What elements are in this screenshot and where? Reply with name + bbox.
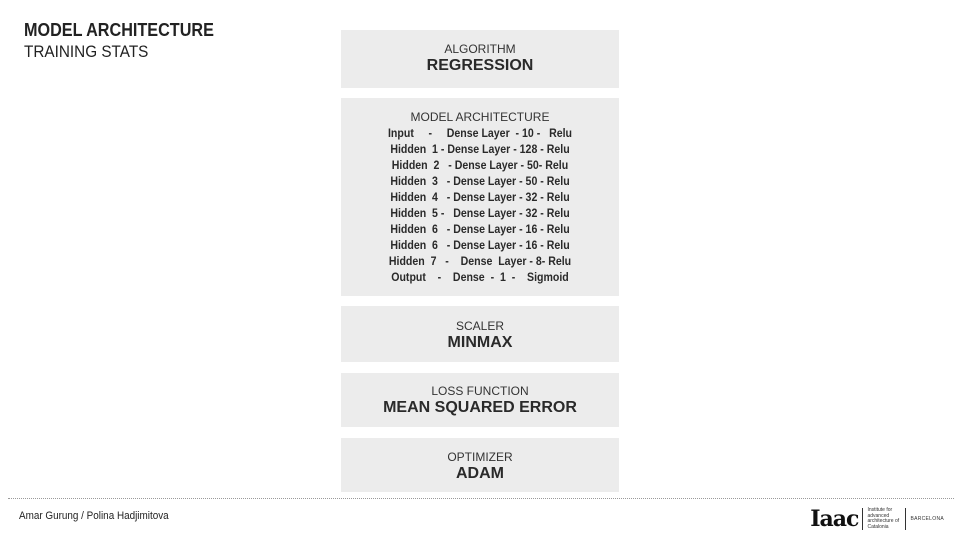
layer-line: Hidden 2 - Dense Layer - 50- Relu [391,160,569,172]
layer-line: Hidden 6 - Dense Layer - 16 - Relu [390,224,570,236]
title-block [24,19,235,63]
layer-line: Input - Dense Layer - 10 - Relu [387,128,572,140]
layer-line: Hidden 7 - Dense Layer - 8- Relu [388,256,572,268]
loss-function-label: LOSS FUNCTION [431,384,529,398]
layer-line: Output - Dense - 1 - Sigmoid [391,272,569,284]
scaler-value: MINMAX [447,334,513,351]
loss-function-value: MEAN SQUARED ERROR [383,399,577,416]
logo-city: BARCELONA [910,516,944,522]
logo-description: Institute for advanced architecture of Catalonia [867,507,900,530]
optimizer-value: ADAM [456,465,504,482]
footer-divider [8,498,954,499]
optimizer-card [341,438,619,492]
layer-line: Hidden 4 - Dense Layer - 32 - Relu [390,192,570,204]
layer-line: Hidden 1 - Dense Layer - 128 - Relu [390,144,570,156]
logo-separator [905,508,906,530]
layer-line: Hidden 5 - Dense Layer - 32 - Relu [390,208,570,220]
loss-function-card [341,373,619,427]
algorithm-card [341,30,619,88]
page-title: MODEL ARCHITECTURE [24,20,214,40]
layer-line: Hidden 6 - Dense Layer - 16 - Relu [390,240,570,252]
logo-mark: Iaac [810,506,859,532]
architecture-card [341,98,619,296]
optimizer-label: OPTIMIZER [447,450,513,464]
layer-line: Hidden 3 - Dense Layer - 50 - Relu [390,176,570,188]
scaler-card [341,306,619,362]
algorithm-label: ALGORITHM [444,42,516,56]
architecture-label: MODEL ARCHITECTURE [410,110,550,124]
algorithm-value: REGRESSION [426,57,534,74]
logo-separator [862,508,863,530]
scaler-label: SCALER [455,319,505,333]
iaac-logo [810,506,944,532]
author-credits: Amar Gurung / Polina Hadjimitova [19,510,169,522]
page-subtitle: TRAINING STATS [24,42,149,61]
